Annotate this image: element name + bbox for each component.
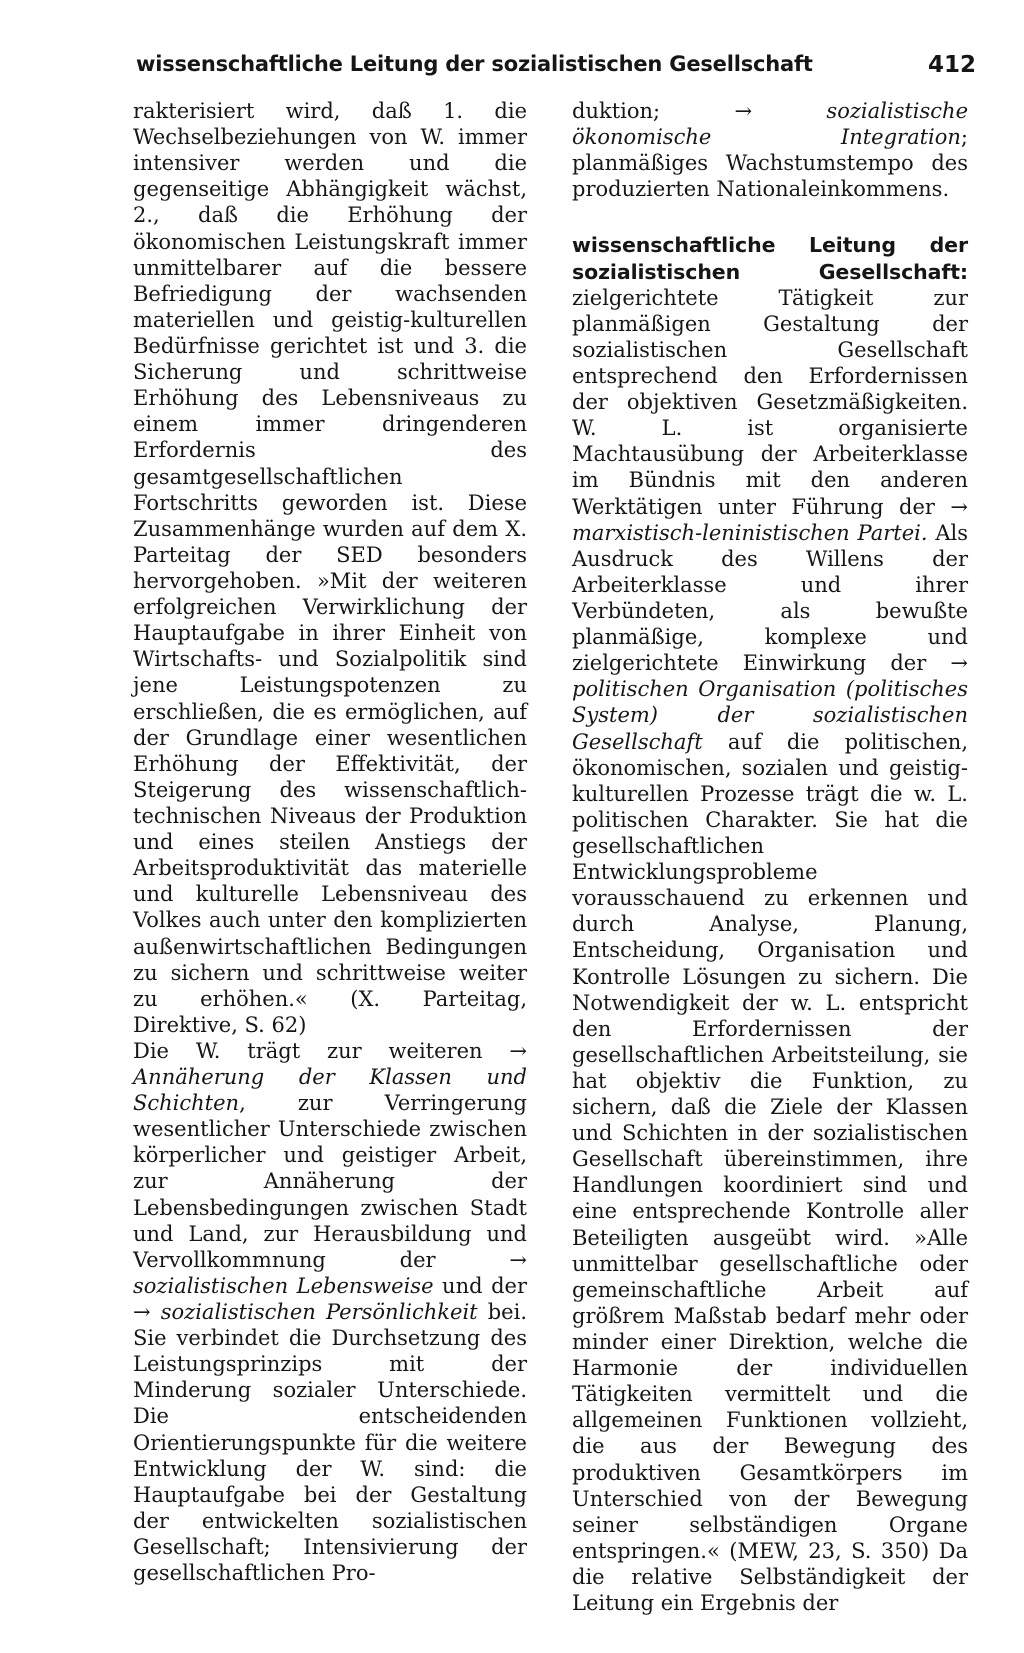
right-paragraph-1-text-b: ; planmäßiges Wachstumstempo des produzierten Nationaleinkommens. — [572, 125, 968, 202]
running-title: wissenschaftliche Leitung der sozialistischen Gesellschaft — [136, 52, 813, 76]
entry-text-c: auf die politischen, ökonomischen, sozialen und geistig-kulturellen Prozesse trägt die w. L. politischen Charakter. Sie hat die gesellschaftlichen Entwicklungsprobleme vorausschauend zu erkennen und durch Analyse, Planung, Entscheidung, Organisation und Kontrolle Lösungen zu sichern. Die Notwendigkeit der w. L. entspricht den Erfordernissen der gesellschaftlichen Arbeitsteilung, sie hat objektiv die Funktion, zu sichern, daß die Ziele der Klassen und Schichten in der sozialistischen Gesellschaft übereinstimmen, ihre Handlungen koordiniert sind und eine entsprechende Kontrolle aller Beteiligten ausgeübt wird. »Alle unmittelbar gesellschaftliche oder gemeinschaftliche Arbeit auf größrem Maßstab bedarf mehr oder minder einer Direktion, welche die Harmonie der individuellen Tätigkeiten vermittelt und die allgemeinen Funktionen vollzieht, die aus der Bewegung des produktiven Gesamtkörpers im Unterschied von der Bewegung seiner selbständigen Organe entspringen.« (MEW, 23, S. 350) Da die relative Selbständigkeit der Leitung ein Ergebnis der — [572, 729, 968, 1616]
left-paragraph-2-text-d: bei. Sie verbindet die Durchsetzung des Leistungsprinzips mit der Minderung sozialer Unterschiede. Die entscheidenden Orientierungspunkte für die weitere Entwicklung der W. sind: die Hauptaufgabe bei der Gestaltung der entwickelten sozialistischen Gesellschaft; Intensivierung der gesellschaftlichen Pro- — [133, 1300, 527, 1586]
cross-reference-persoenlichkeit: sozialistischen Persönlichkeit — [160, 1300, 478, 1325]
page-header — [136, 52, 976, 92]
entry-headword: wissenschaftliche Leitung der sozialistischen Gesellschaft: — [572, 233, 968, 284]
page-number: 412 — [927, 52, 976, 78]
left-paragraph-1-text: rakterisiert wird, daß 1. die Wechselbeziehungen von W. immer intensiver werden und die gegenseitige Abhängigkeit wächst, 2., daß die Erhöhung der ökonomischen Leistungskraft immer unmittelbarer auf die bessere Befriedigung der wachsenden materiellen und geistig-kulturellen Bedürfnisse gerichtet ist und 3. die Sicherung und schrittweise Erhöhung des Lebensniveaus zu einem immer dringenderen Erfordernis des gesamtgesellschaftlichen Fortschritts geworden ist. Diese Zusammenhänge wurden auf dem X. Parteitag der SED besonders hervorgehoben. »Mit der weiteren erfolgreichen Verwirklichung der Hauptaufgabe in ihrer Einheit von Wirtschafts- und Sozialpolitik sind jene Leistungspotenzen zu erschließen, die es ermöglichen, auf der Grundlage einer wesentlichen Erhöhung der Effektivität, der Steigerung des wissenschaftlich-technischen Niveaus der Produktion und eines steilen Anstiegs der Arbeitsproduktivität das materielle und kulturelle Lebensniveau des Volkes auch unter den komplizierten außenwirtschaftlichen Bedingungen zu sichern und schrittweise weiter zu erhöhen.« (X. Parteitag, Direktive, S. 62) — [133, 99, 527, 1037]
right-paragraph-1-text-a: duktion; → — [572, 99, 827, 123]
left-column — [133, 98, 527, 1586]
entry-separator — [572, 202, 968, 232]
dictionary-entry — [572, 232, 968, 1616]
cross-reference-annaeherung: Annäherung der Klassen und Schichten — [133, 1065, 527, 1116]
left-paragraph-1 — [133, 98, 527, 1038]
entry-text-a: zielgerichtete Tätigkeit zur planmäßigen Gestaltung der sozialistischen Gesellschaft entsprechend den Erfordernissen der objektiven Gesetzmäßigkeiten. W. L. ist organisierte Machtausübung der Arbeiterklasse im Bündnis mit den anderen Werktätigen unter Führung der → — [572, 285, 968, 519]
right-paragraph-1 — [572, 98, 968, 202]
entry-text-b: Als Ausdruck des Willens der Arbeiterklasse und ihrer Verbündeten, als bewußte planmäßige, komplexe und zielgerichtete Einwirkung der → — [572, 520, 968, 676]
cross-reference-partei: marxistisch-leninistischen Partei. — [572, 520, 928, 545]
left-paragraph-2-text-a: Die W. trägt zur weiteren → — [133, 1038, 527, 1063]
left-paragraph-2 — [133, 1038, 527, 1586]
left-paragraph-2-text-c: und der → — [133, 1273, 527, 1325]
left-paragraph-2-text-b: , zur Verringerung wesentlicher Unterschiede zwischen körperlicher und geistiger Arbeit, zur Annäherung der Lebensbedingungen zwischen Stadt und Land, zur Herausbildung und Vervollkommnung der → — [133, 1091, 527, 1272]
cross-reference-politische-organisation: politischen Organisation (politisches System) der sozialistischen Gesellschaft — [572, 677, 968, 754]
right-column — [572, 98, 968, 1616]
cross-reference-integration: sozialistische ökonomische Integration — [572, 99, 968, 150]
cross-reference-lebensweise: sozialistischen Lebensweise — [133, 1273, 434, 1298]
